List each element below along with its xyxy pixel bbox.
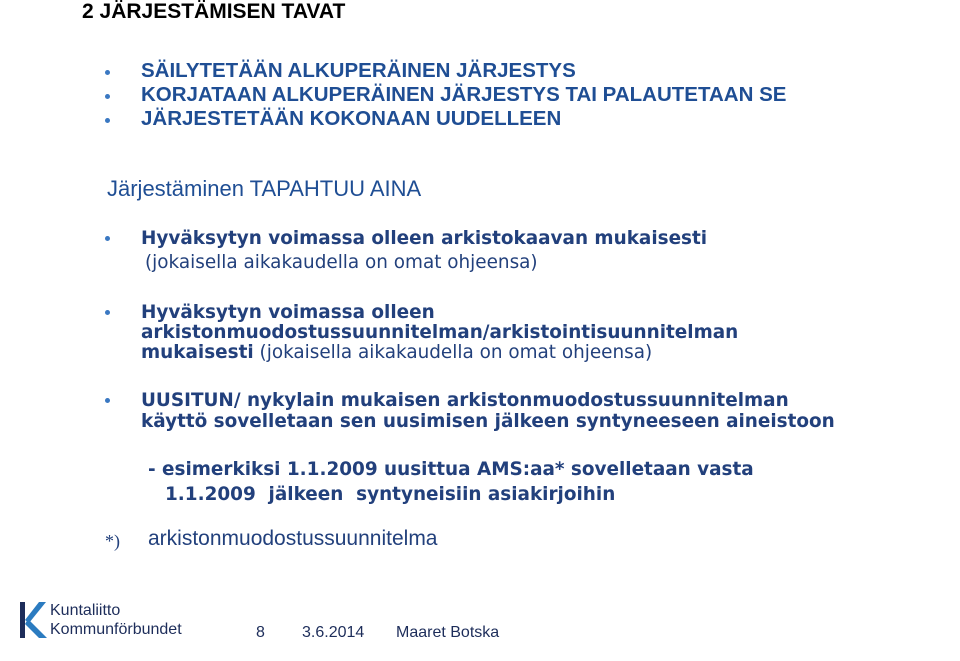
bullet2-line1: Hyväksytyn voimassa olleen	[141, 302, 435, 323]
footnote-text: arkistonmuodostussuunnitelma	[148, 527, 438, 550]
example-line1: - esimerkiksi 1.1.2009 uusittua AMS:aa* sovelletaan vasta	[148, 459, 754, 480]
bullet2-line3	[141, 342, 652, 364]
footer-date: 3.6.2014	[302, 624, 365, 641]
logo-text-kommunforbundet: Kommunförbundet	[50, 621, 182, 638]
kuntaliitto-logo-icon	[18, 598, 52, 642]
bullet-icon	[105, 94, 110, 99]
section-heading: Järjestäminen TAPAHTUU AINA	[107, 176, 422, 201]
footnote-marker: *)	[105, 531, 120, 551]
top-bullet-3: JÄRJESTETÄÄN KOKONAAN UUDELLEEN	[141, 107, 562, 130]
bullet2-line2: arkistonmuodostussuunnitelman/arkistointisuunnitelman	[141, 322, 739, 343]
bullet3-line1: UUSITUN/ nykylain mukaisen arkistonmuodostussuunnitelman	[141, 390, 789, 411]
logo-text-kuntaliitto: Kuntaliitto	[50, 602, 121, 619]
bullet-icon	[105, 70, 110, 75]
slide-title: 2 JÄRJESTÄMISEN TAVAT	[82, 0, 346, 23]
footer-author: Maaret Botska	[396, 624, 500, 641]
page-number: 8	[256, 624, 265, 641]
top-bullet-2: KORJATAAN ALKUPERÄINEN JÄRJESTYS TAI PALAUTETAAN SE	[141, 83, 787, 106]
top-bullet-1: SÄILYTETÄÄN ALKUPERÄINEN JÄRJESTYS	[141, 59, 576, 82]
example-line2: 1.1.2009 jälkeen syntyneisiin asiakirjoihin	[165, 484, 616, 505]
bullet-icon	[105, 310, 110, 315]
bullet3-line2: käyttö sovelletaan sen uusimisen jälkeen syntyneeseen aineistoon	[141, 411, 835, 432]
bullet2-line3-bold: mukaisesti	[141, 342, 254, 363]
bullet1-line2: (jokaisella aikakaudella on omat ohjeensa)	[145, 252, 538, 273]
bullet-icon	[105, 118, 110, 123]
bullet1-line1: Hyväksytyn voimassa olleen arkistokaavan mukaisesti	[141, 228, 708, 249]
bullet2-line3-rest: (jokaisella aikakaudella on omat ohjeensa)	[259, 342, 653, 363]
bullet-icon	[105, 236, 110, 241]
bullet-icon	[105, 398, 110, 403]
